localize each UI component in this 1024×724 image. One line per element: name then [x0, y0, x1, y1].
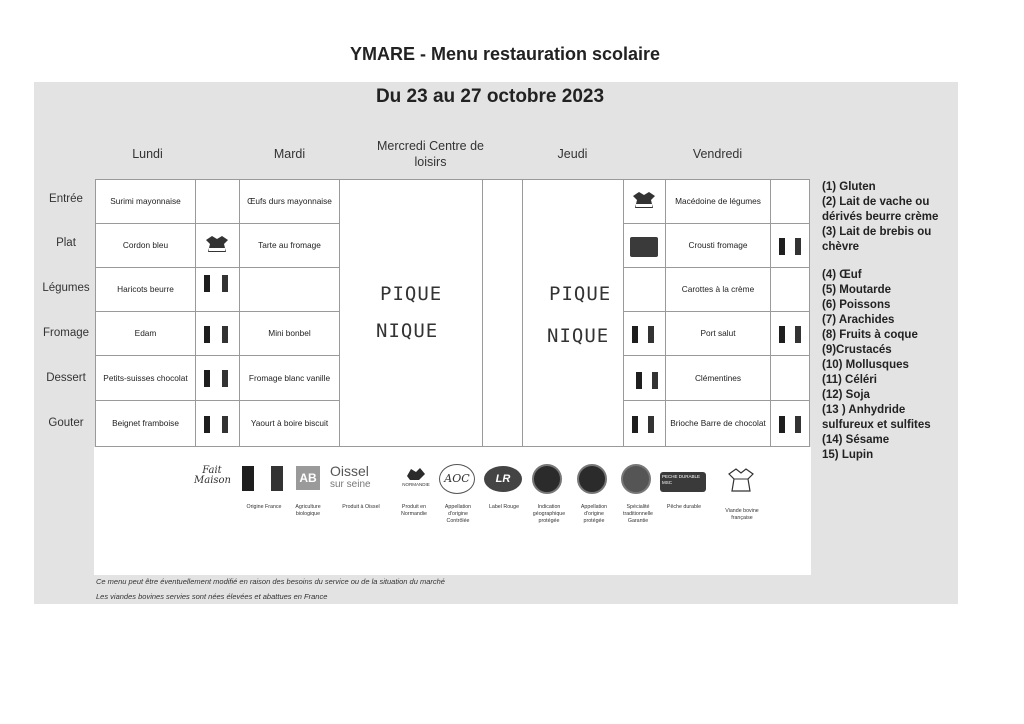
- legend-caption: Indication géographique protégée: [532, 504, 566, 524]
- day-header-vendredi: Vendredi: [692, 147, 743, 161]
- label-cell: [623, 223, 666, 268]
- menu-cell-mardi-dessert: Fromage blanc vanille: [239, 355, 340, 401]
- menu-cell-lundi-entree: Surimi mayonnaise: [95, 179, 196, 224]
- label-cell: [770, 223, 810, 268]
- origine-france-flag-icon: [795, 326, 801, 343]
- allergen-item: (4) Œuf: [822, 269, 862, 281]
- menu-cell-vendredi-plat: Crousti fromage: [665, 223, 771, 268]
- legend-caption: Pêche durable: [666, 504, 702, 510]
- legend-caption: Viande bovine française: [725, 508, 759, 521]
- allergen-item: (10) Mollusques: [822, 359, 909, 371]
- allergen-item: (9)Crustacés: [822, 344, 892, 356]
- handwritten-note: NIQUE: [376, 320, 439, 342]
- label-cell: [623, 355, 666, 401]
- origine-france-flag-icon: [648, 326, 654, 343]
- row-label-fromage: Fromage: [42, 327, 90, 339]
- day-header-mardi: Mardi: [273, 147, 306, 161]
- normandie-logo: NORMANDIE: [402, 482, 430, 487]
- allergen-item: (13 ) Anhydride: [822, 404, 906, 416]
- label-cell: [770, 311, 810, 356]
- menu-cell-vendredi-gouter: Brioche Barre de chocolat: [665, 400, 771, 447]
- viande-bovine-francaise-icon: [726, 466, 756, 496]
- day-header-jeudi: Jeudi: [557, 147, 588, 161]
- label-cell: [623, 400, 666, 447]
- allergen-item: chèvre: [822, 241, 860, 253]
- menu-cell-mardi-legumes: [239, 267, 340, 312]
- row-label-plat: Plat: [56, 237, 76, 249]
- menu-cell-mardi-gouter: Yaourt à boire biscuit: [239, 400, 340, 447]
- menu-cell-lundi-dessert: Petits-suisses chocolat: [95, 355, 196, 401]
- handwritten-note: NIQUE: [547, 325, 610, 347]
- label-cell: [195, 223, 240, 268]
- label-cell: [770, 355, 810, 401]
- origine-france-flag-icon: [632, 416, 638, 433]
- origine-france-flag-icon: [242, 466, 254, 491]
- fait-maison-logo: Fait Maison: [194, 465, 231, 486]
- menu-cell-vendredi-dessert: Clémentines: [665, 355, 771, 401]
- aoc-logo: AOC: [439, 464, 475, 494]
- origine-france-flag-icon: [222, 326, 228, 343]
- origine-france-flag-icon: [795, 416, 801, 433]
- label-cell: [195, 311, 240, 356]
- menu-cell-lundi-gouter: Beignet framboise: [95, 400, 196, 447]
- origine-france-flag-icon: [204, 275, 210, 292]
- legend-caption: Appellation d'origine Contrôlée: [444, 504, 472, 524]
- handwritten-note: PIQUE: [549, 283, 612, 305]
- origine-france-flag-icon: [271, 466, 283, 491]
- row-label-gouter: Gouter: [48, 417, 84, 429]
- peche-durable-icon: [630, 237, 658, 257]
- page-title: YMARE - Menu restauration scolaire: [349, 44, 661, 64]
- note-menu-modification: Ce menu peut être éventuellement modifié en raison des besoins du service ou de la situation du marché: [96, 577, 445, 586]
- origine-france-flag-icon: [795, 238, 801, 255]
- origine-france-flag-icon: [222, 370, 228, 387]
- menu-cell-lundi-plat: Cordon bleu: [95, 223, 196, 268]
- label-cell: [195, 267, 240, 312]
- agriculture-biologique-logo: AB: [296, 466, 320, 490]
- normandie-icon: [405, 466, 427, 482]
- row-label-dessert: Dessert: [46, 372, 86, 384]
- allergen-item: (1) Gluten: [822, 181, 876, 193]
- menu-cell-lundi-legumes: Haricots beurre: [95, 267, 196, 312]
- label-cell: [623, 311, 666, 356]
- origine-france-flag-icon: [779, 326, 785, 343]
- legend-caption: Agriculture biologique: [295, 504, 321, 517]
- oissel-logo-sub: sur seine: [330, 479, 371, 490]
- label-cell: [195, 400, 240, 447]
- allergen-item: (14) Sésame: [822, 434, 890, 446]
- origine-france-flag-icon: [652, 372, 658, 389]
- menu-cell-vendredi-fromage: Port salut: [665, 311, 771, 356]
- allergen-item: dérivés beurre crème: [822, 211, 939, 223]
- menu-cell-mardi-plat: Tarte au fromage: [239, 223, 340, 268]
- viande-bovine-francaise-icon: [631, 190, 657, 212]
- label-cell: [770, 267, 810, 312]
- row-label-entree: Entrée: [49, 193, 83, 205]
- menu-cell-vendredi-entree: Macédoine de légumes: [665, 179, 771, 224]
- row-label-legumes: Légumes: [42, 282, 90, 294]
- origine-france-flag-icon: [222, 275, 228, 292]
- allergen-item: (5) Moutarde: [822, 284, 891, 296]
- menu-cell-mardi-fromage: Mini bonbel: [239, 311, 340, 356]
- allergen-item: (3) Lait de brebis ou: [822, 226, 932, 238]
- label-cell: [770, 400, 810, 447]
- stg-logo-icon: [621, 464, 651, 494]
- label-cell: [770, 179, 810, 224]
- peche-durable-logo: PECHE DURABLE MSC: [660, 472, 706, 492]
- allergen-item: 15) Lupin: [822, 449, 874, 461]
- viande-bovine-francaise-icon: [204, 234, 230, 256]
- allergen-item: sulfureux et sulfites: [822, 419, 931, 431]
- allergen-item: (11) Céléri: [822, 374, 877, 386]
- label-cell: [195, 179, 240, 224]
- allergen-item: (6) Poissons: [822, 299, 891, 311]
- igp-logo-icon: [532, 464, 562, 494]
- day-header-mercredi: Mercredi Centre de loisirs: [377, 139, 484, 169]
- oissel-logo: Oissel: [330, 463, 369, 479]
- label-cell: [482, 179, 523, 447]
- label-cell: [623, 179, 666, 224]
- handwritten-note: PIQUE: [380, 283, 443, 305]
- allergen-item: (8) Fruits à coque: [822, 329, 918, 341]
- legend-caption: Label Rouge: [488, 504, 520, 510]
- legend-caption: Produit à Oissel: [342, 504, 380, 510]
- origine-france-flag-icon: [779, 238, 785, 255]
- legend-caption: Produit en Normandie: [401, 504, 427, 517]
- week-subtitle: Du 23 au 27 octobre 2023: [375, 86, 605, 107]
- allergen-item: (2) Lait de vache ou: [822, 196, 930, 208]
- label-cell: [623, 267, 666, 312]
- origine-france-flag-icon: [636, 372, 642, 389]
- origine-france-flag-icon: [204, 326, 210, 343]
- menu-cell-lundi-fromage: Edam: [95, 311, 196, 356]
- legend-caption: Appellation d'origine protégée: [580, 504, 608, 524]
- origine-france-flag-icon: [648, 416, 654, 433]
- menu-cell-jeudi: [522, 179, 624, 447]
- origine-france-flag-icon: [222, 416, 228, 433]
- origine-france-flag-icon: [779, 416, 785, 433]
- legend-caption: Origine France: [246, 504, 282, 510]
- day-header-lundi: Lundi: [132, 147, 163, 161]
- origine-france-flag-icon: [204, 370, 210, 387]
- aop-logo-icon: [577, 464, 607, 494]
- menu-cell-mardi-entree: Œufs durs mayonnaise: [239, 179, 340, 224]
- allergen-item: (7) Arachides: [822, 314, 895, 326]
- legend-caption: Spécialité traditionnelle Garantie: [622, 504, 654, 524]
- label-cell: [195, 355, 240, 401]
- menu-cell-vendredi-legumes: Carottes à la crème: [665, 267, 771, 312]
- menu-cell-mercredi: [339, 179, 483, 447]
- label-rouge-logo: LR: [484, 466, 522, 492]
- origine-france-flag-icon: [204, 416, 210, 433]
- allergen-item: (12) Soja: [822, 389, 870, 401]
- note-viandes-bovines: Les viandes bovines servies sont nées élevées et abattues en France: [96, 592, 328, 601]
- origine-france-flag-icon: [632, 326, 638, 343]
